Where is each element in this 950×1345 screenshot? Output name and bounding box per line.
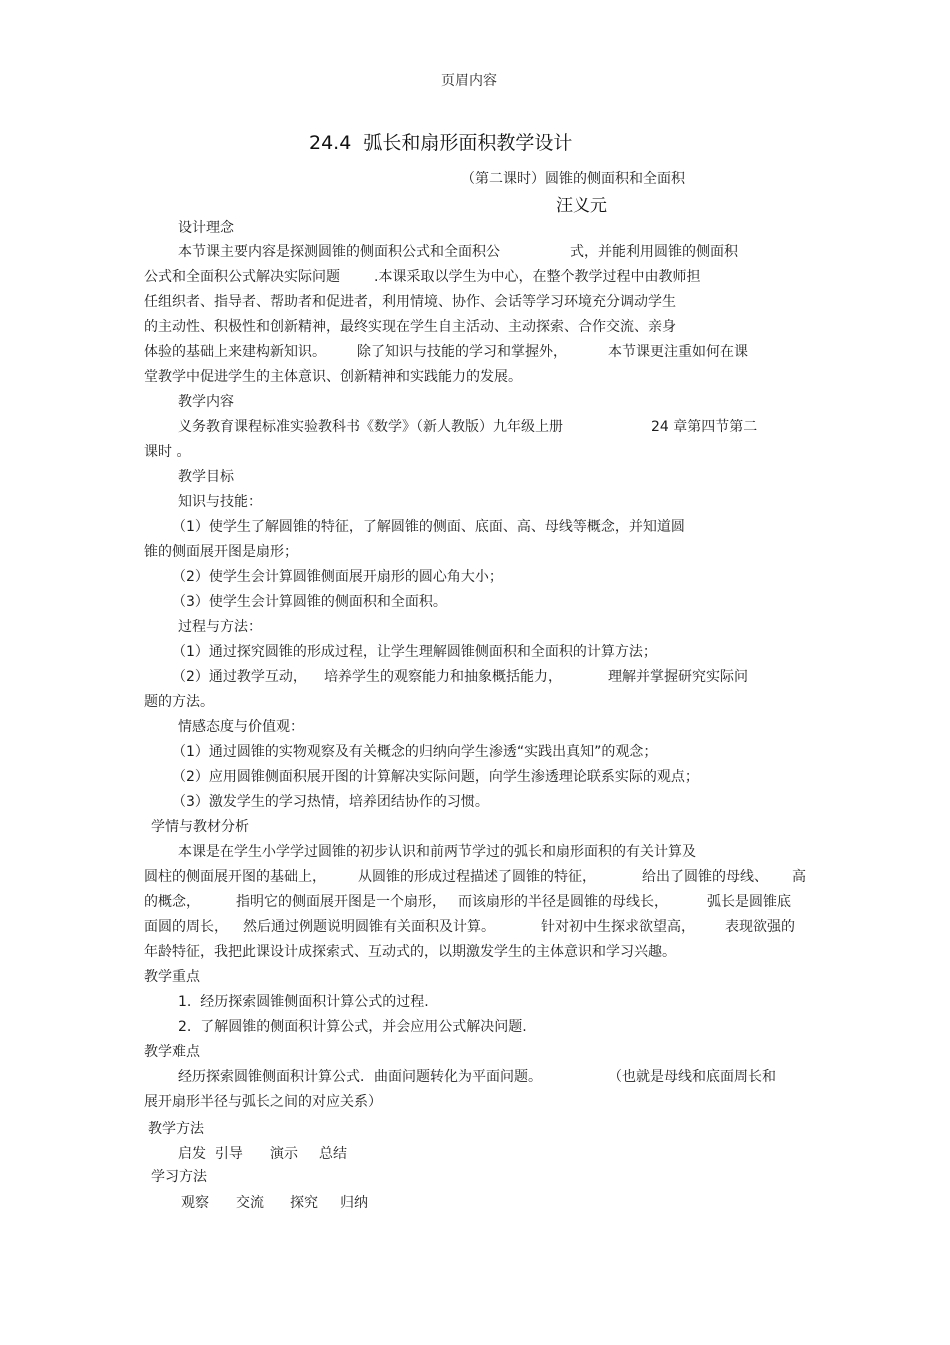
text-line: 弧长是圆锥底 — [707, 894, 791, 910]
text-line: 面圆的周长， — [144, 919, 228, 935]
text-line: 的主动性、积极性和创新精神，最终实现在学生自主活动、主动探索、合作交流、亲身 — [144, 319, 676, 335]
section-heading: 教学重点 — [144, 969, 200, 985]
section-heading: 教学难点 — [144, 1044, 200, 1060]
subsection-heading: 知识与技能： — [178, 494, 262, 510]
text-line: （2）应用圆锥侧面积展开图的计算解决实际问题，向学生渗透理论联系实际的观点； — [172, 769, 699, 785]
text-line: 本节课更注重如何在课 — [608, 344, 748, 360]
text-line: 经历探索圆锥侧面积计算公式．曲面问题转化为平面问题。 — [178, 1069, 542, 1085]
text-line: 1. 经历探索圆锥侧面积计算公式的过程. — [178, 994, 429, 1010]
document-title: 24.4 弧长和扇形面积教学设计 — [309, 132, 573, 154]
text-line: 公式和全面积公式解决实际问题 — [144, 269, 340, 285]
section-heading: 教学目标 — [178, 469, 234, 485]
text-line: 24 章第四节第二 — [651, 419, 758, 435]
text-line: 理解并掌握研究实际问 — [608, 669, 748, 685]
text-line: 除了知识与技能的学习和掌握外， — [357, 344, 567, 360]
text-line: （1）通过探究圆锥的形成过程，让学生理解圆锥侧面积和全面积的计算方法； — [172, 644, 657, 660]
text-line: 表现欲强的 — [725, 919, 795, 935]
text-line: 归纳 — [340, 1195, 368, 1211]
text-line: （2）使学生会计算圆锥侧面展开扇形的圆心角大小； — [172, 569, 503, 585]
subsection-heading: 情感态度与价值观： — [178, 719, 304, 735]
text-line: （1）通过圆锥的实物观察及有关概念的归纳向学生渗透“实践出真知”的观念； — [172, 744, 658, 760]
text-line: 针对初中生探求欲望高， — [541, 919, 695, 935]
text-line: 课时 。 — [144, 444, 191, 460]
section-heading: 学情与教材分析 — [151, 819, 249, 835]
text-line: 任组织者、指导者、帮助者和促进者，利用情境、协作、会话等学习环境充分调动学生 — [144, 294, 676, 310]
section-heading: 教学内容 — [178, 394, 234, 410]
text-line: 高 — [792, 869, 806, 885]
subsection-heading: 过程与方法： — [178, 619, 262, 635]
text-line: （3）激发学生的学习热情，培养团结协作的习惯。 — [172, 794, 489, 810]
text-line: （也就是母线和底面周长和 — [608, 1069, 776, 1085]
text-line: （2）通过教学互动， — [172, 669, 307, 685]
text-line: 然后通过例题说明圆锥有关面积及计算。 — [243, 919, 495, 935]
text-line: 从圆锥的形成过程描述了圆锥的特征， — [358, 869, 596, 885]
text-line: 圆柱的侧面展开图的基础上， — [144, 869, 326, 885]
text-line: 展开扇形半径与弧长之间的对应关系） — [144, 1094, 382, 1110]
text-line: 启发 引导 — [178, 1146, 243, 1162]
text-line: 而该扇形的半径是圆锥的母线长， — [458, 894, 668, 910]
text-line: 演示 — [270, 1146, 298, 1162]
page-header: 页眉内容 — [441, 73, 497, 89]
text-line: 观察 — [181, 1195, 209, 1211]
text-line: 义务教育课程标准实验教科书《数学》（新人教版）九年级上册 — [178, 419, 563, 435]
text-line: 堂教学中促进学生的主体意识、创新精神和实践能力的发展。 — [144, 369, 522, 385]
text-line: 年龄特征，我把此课设计成探索式、互动式的，以期激发学生的主体意识和学习兴趣。 — [144, 944, 676, 960]
text-line: 探究 — [290, 1195, 318, 1211]
document-subtitle: （第二课时）圆锥的侧面积和全面积 — [461, 171, 685, 187]
text-line: 总结 — [319, 1146, 347, 1162]
text-line: 本课是在学生小学学过圆锥的初步认识和前两节学过的弧长和扇形面积的有关计算及 — [178, 844, 696, 860]
text-line: （3）使学生会计算圆锥的侧面积和全面积。 — [172, 594, 447, 610]
text-line: .本课采取以学生为中心，在整个教学过程中由教师担 — [374, 269, 701, 285]
section-heading: 教学方法 — [148, 1121, 204, 1137]
text-line: 交流 — [236, 1195, 264, 1211]
text-line: 题的方法。 — [144, 694, 214, 710]
text-line: 体验的基础上来建构新知识。 — [144, 344, 326, 360]
text-line: 指明它的侧面展开图是一个扇形， — [236, 894, 446, 910]
text-line: 2. 了解圆锥的侧面积计算公式，并会应用公式解决问题. — [178, 1019, 527, 1035]
section-heading: 设计理念 — [178, 220, 234, 236]
text-line: （1）使学生了解圆锥的特征，了解圆锥的侧面、底面、高、母线等概念，并知道圆 — [172, 519, 685, 535]
text-line: 本节课主要内容是探测圆锥的侧面积公式和全面积公 — [178, 244, 500, 260]
section-heading: 学习方法 — [151, 1169, 207, 1185]
text-line: 给出了圆锥的母线、 — [642, 869, 768, 885]
text-line: 培养学生的观察能力和抽象概括能力， — [324, 669, 562, 685]
text-line: 锥的侧面展开图是扇形； — [144, 544, 298, 560]
text-line: 的概念， — [144, 894, 200, 910]
text-line: 式，并能利用圆锥的侧面积 — [570, 244, 738, 260]
author-name: 汪义元 — [556, 196, 607, 216]
